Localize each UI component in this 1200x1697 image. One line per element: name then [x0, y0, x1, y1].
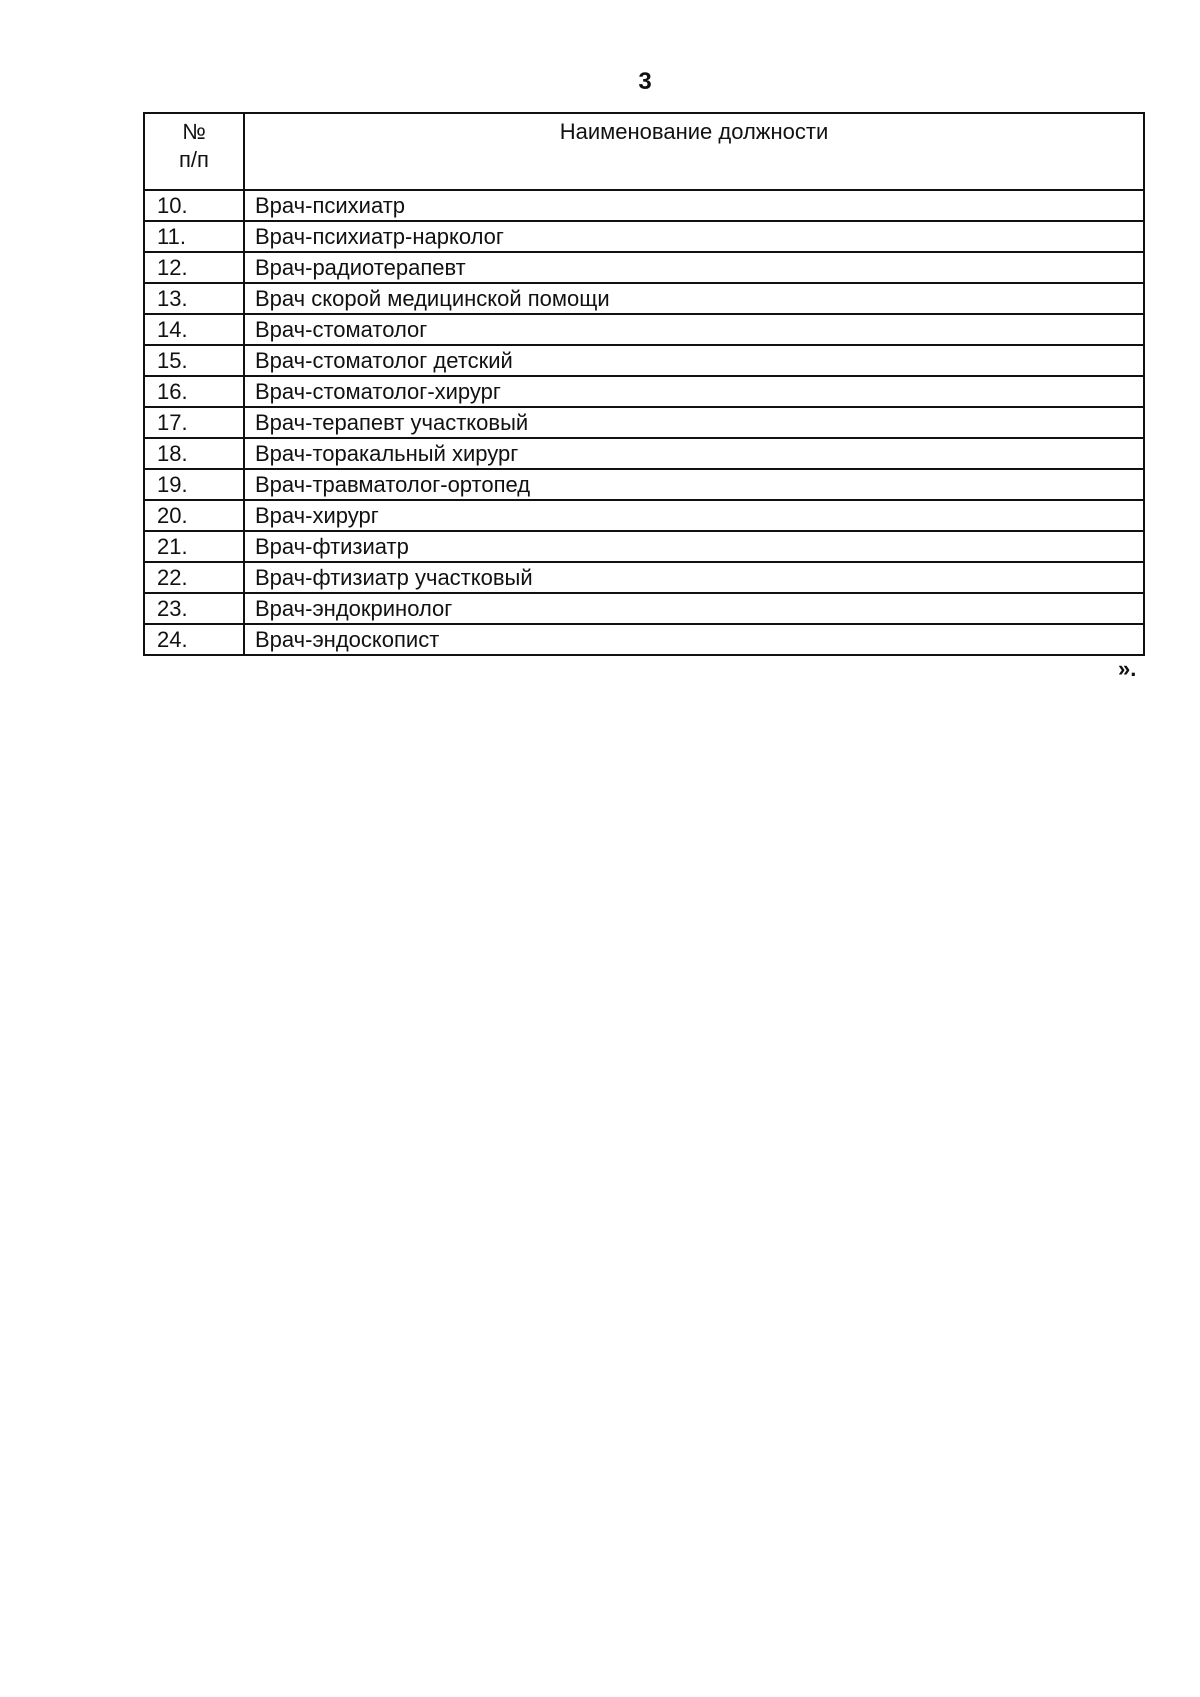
table-row: [144, 314, 1144, 345]
table-header-row: [144, 113, 1144, 190]
position-name: Врач-терапевт участковый: [244, 407, 1144, 438]
row-number: 24.: [144, 624, 244, 655]
position-name: Врач-хирург: [244, 500, 1144, 531]
row-number: 18.: [144, 438, 244, 469]
page-number: 3: [638, 68, 652, 95]
row-number: 15.: [144, 345, 244, 376]
row-number: 21.: [144, 531, 244, 562]
row-number: 11.: [144, 221, 244, 252]
table-row: [144, 190, 1144, 221]
row-number: 12.: [144, 252, 244, 283]
position-name: Врач-фтизиатр участковый: [244, 562, 1144, 593]
position-name: Врач-торакальный хирург: [244, 438, 1144, 469]
table-row: [144, 562, 1144, 593]
table-row: [144, 283, 1144, 314]
row-number: 13.: [144, 283, 244, 314]
position-name: Врач-фтизиатр: [244, 531, 1144, 562]
row-number: 22.: [144, 562, 244, 593]
closing-quote: ».: [1118, 656, 1137, 681]
row-number: 14.: [144, 314, 244, 345]
row-number: 16.: [144, 376, 244, 407]
table-row: [144, 345, 1144, 376]
position-name: Врач-стоматолог: [244, 314, 1144, 345]
table-row: [144, 593, 1144, 624]
table-row: [144, 531, 1144, 562]
table-body: [144, 190, 1144, 655]
row-number: 10.: [144, 190, 244, 221]
table-row: [144, 252, 1144, 283]
position-name: Врач скорой медицинской помощи: [244, 283, 1144, 314]
table-row: [144, 624, 1144, 655]
position-name: Врач-радиотерапевт: [244, 252, 1144, 283]
row-number: 20.: [144, 500, 244, 531]
table-row: [144, 500, 1144, 531]
positions-table: [143, 112, 1145, 656]
table-row: [144, 221, 1144, 252]
position-name: Врач-эндоскопист: [244, 624, 1144, 655]
table-row: [144, 376, 1144, 407]
position-name: Врач-стоматолог-хирург: [244, 376, 1144, 407]
header-position-name: Наименование должности: [244, 113, 1144, 190]
position-name: Врач-травматолог-ортопед: [244, 469, 1144, 500]
row-number: 23.: [144, 593, 244, 624]
row-number: 19.: [144, 469, 244, 500]
table-row: [144, 407, 1144, 438]
header-number: № п/п: [144, 113, 244, 190]
table-row: [144, 438, 1144, 469]
position-name: Врач-эндокринолог: [244, 593, 1144, 624]
position-name: Врач-психиатр: [244, 190, 1144, 221]
table-row: [144, 469, 1144, 500]
row-number: 17.: [144, 407, 244, 438]
position-name: Врач-психиатр-нарколог: [244, 221, 1144, 252]
position-name: Врач-стоматолог детский: [244, 345, 1144, 376]
